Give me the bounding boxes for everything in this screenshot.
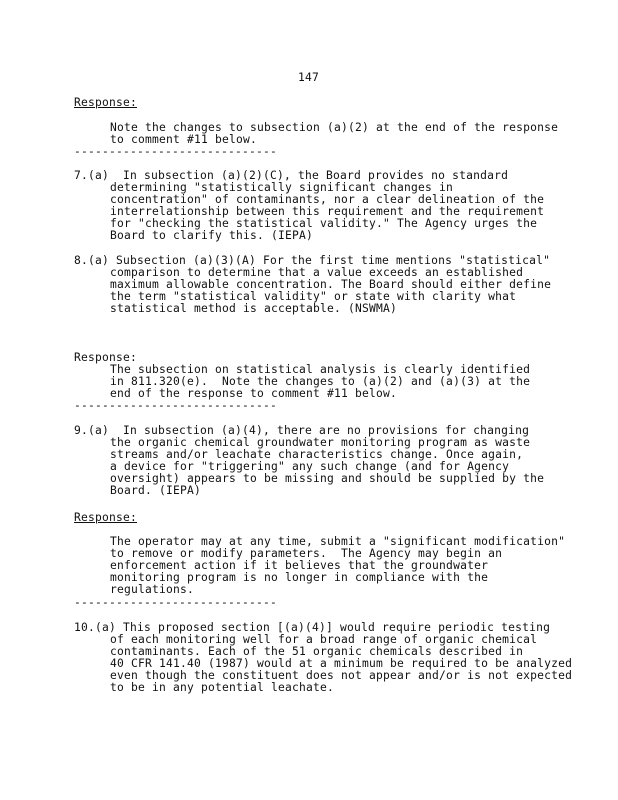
- response-text-line: regulations.: [110, 583, 195, 596]
- section-divider: -----------------------------: [74, 399, 278, 412]
- comment-8-line: the term "statistical validity" or state with clarity what: [110, 290, 517, 303]
- comment-7-line: concentration" of contaminants, nor a clear delineation of the: [110, 193, 545, 206]
- response-text-line: end of the response to comment #11 below.: [110, 387, 398, 400]
- section-divider: -----------------------------: [74, 145, 278, 158]
- response-heading: Response:: [74, 511, 138, 524]
- comment-8-line: statistical method is acceptable. (NSWMA): [110, 302, 398, 315]
- comment-8-line: maximum allowable concentration. The Board should either define: [110, 278, 552, 291]
- response-heading: Response:: [74, 351, 138, 364]
- response-heading: Response:: [74, 96, 138, 109]
- response-text-line: The operator may at any time, submit a "significant modification": [110, 535, 566, 548]
- comment-7-line: for "checking the statistical validity." The Agency urges the: [110, 217, 538, 230]
- comment-8-line: comparison to determine that a value exceeds an established: [110, 266, 524, 279]
- comment-10-line: to be in any potential leachate.: [110, 681, 335, 694]
- response-text-line: to comment #11 below.: [110, 133, 258, 146]
- comment-7-line: interrelationship between this requirement and the requirement: [110, 205, 545, 218]
- comment-9-line: Board. (IEPA): [110, 484, 202, 497]
- response-text-line: in 811.320(e). Note the changes to (a)(2) and (a)(3) at the: [110, 375, 531, 388]
- response-text-line: to remove or modify parameters. The Agency may begin an: [110, 547, 503, 560]
- comment-10-line: even though the constituent does not appear and/or is not expected: [110, 669, 573, 682]
- comment-10-line: 10.(a) This proposed section [(a)(4)] would require periodic testing: [74, 621, 551, 634]
- response-text-line: enforcement action if it believes that the groundwater: [110, 559, 489, 572]
- comment-9-line: the organic chemical groundwater monitoring program as waste: [110, 436, 531, 449]
- response-text-line: monitoring program is no longer in compliance with the: [110, 571, 489, 584]
- comment-7-line: determining "statistically significant changes in: [110, 181, 454, 194]
- response-text-line: The subsection on statistical analysis is clearly identified: [110, 363, 531, 376]
- comment-10-line: 40 CFR 141.40 (1987) would at a minimum be required to be analyzed: [110, 657, 573, 670]
- comment-9-line: a device for "triggering" any such change (and for Agency: [110, 460, 510, 473]
- comment-10-line: contaminants. Each of the 51 organic chemicals described in: [110, 645, 524, 658]
- comment-7-line: 7.(a) In subsection (a)(2)(C), the Board provides no standard: [74, 169, 509, 182]
- comment-10-line: of each monitoring well for a broad range of organic chemical: [110, 633, 538, 646]
- comment-9-line: 9.(a) In subsection (a)(4), there are no provisions for changing: [74, 424, 530, 437]
- comment-8-line: 8.(a) Subsection (a)(3)(A) For the first time mentions "statistical": [74, 254, 551, 267]
- comment-9-line: oversight) appears to be missing and should be supplied by the: [110, 472, 545, 485]
- comment-9-line: streams and/or leachate characteristics change. Once again,: [110, 448, 524, 461]
- page-number: 147: [298, 71, 320, 84]
- section-divider: -----------------------------: [74, 596, 278, 609]
- response-text-line: Note the changes to subsection (a)(2) at the end of the response: [110, 121, 559, 134]
- comment-7-line: Board to clarify this. (IEPA): [110, 229, 314, 242]
